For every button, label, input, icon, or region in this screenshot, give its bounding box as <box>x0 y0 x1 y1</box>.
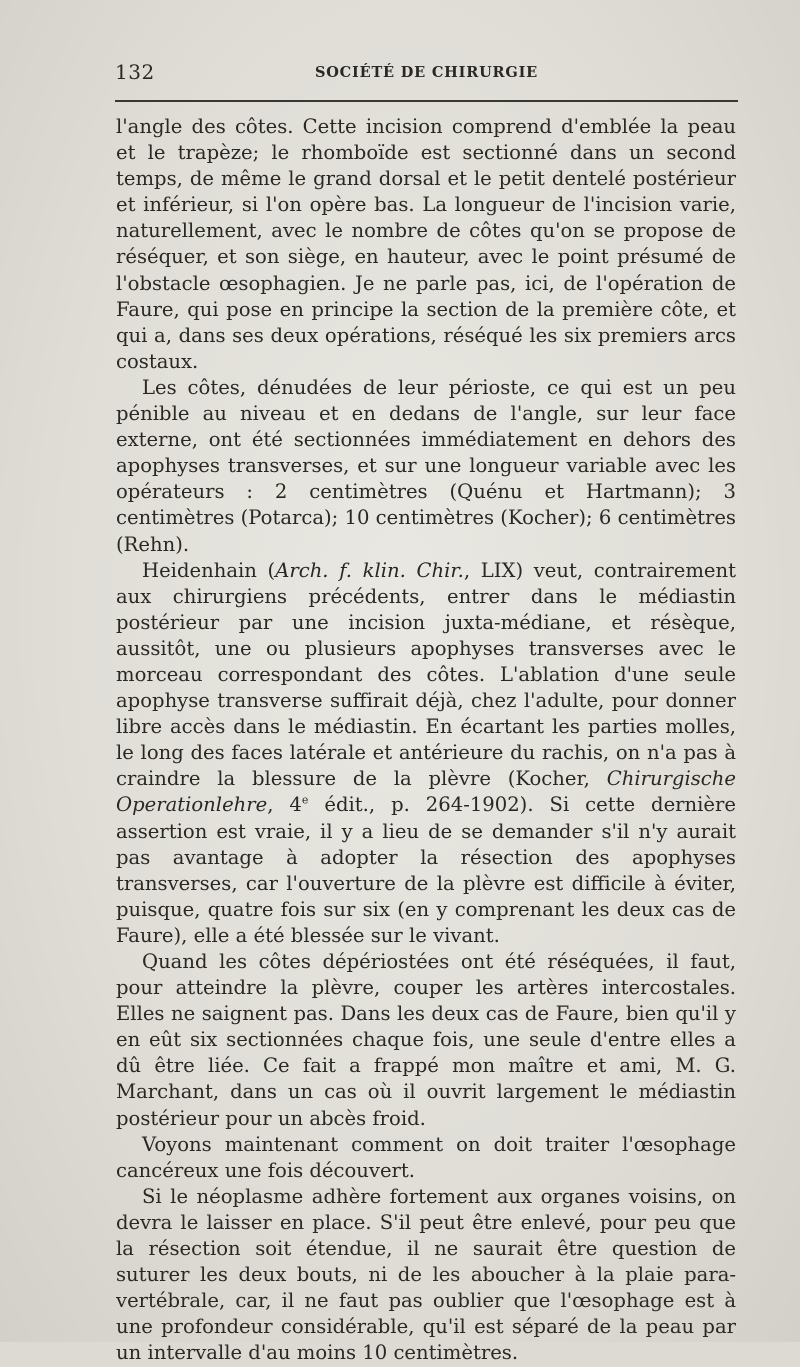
paragraph-text: Quand les côtes dépériostées ont été réséquées, il faut, pour atteindre la plèvre, couper les artères intercostales. Elles ne saignent pas. Dans les deux cas de Faure, bien qu'il y en eût six sectionnées chaque fois, une seule d'entre elles a dû être liée. Ce fait a frappé mon maître et ami, M. G. Marchant, dans un cas où il ouvrit largement le médiastin postérieur pour un abcès froid. <box>116 950 736 1130</box>
paragraph <box>116 1184 736 1367</box>
running-head <box>115 58 738 88</box>
paragraph <box>116 114 736 375</box>
paragraph <box>116 1132 736 1184</box>
page-number: 132 <box>115 60 155 84</box>
body-text <box>116 114 736 1367</box>
paragraph-text: Les côtes, dénudées de leur périoste, ce qui est un peu pénible au niveau et en dedans de l'angle, sur leur face externe, ont été sectionnées immédiatement en dehors des apophyses transverses, et sur une longueur variable avec les opérateurs : 2 centimètres (Quénu et Hartmann); 3 centimètres (Potarca); 10 centimètres (Kocher); 6 centimètres (Rehn). <box>116 375 736 556</box>
paragraph-text: Heidenhain ( <box>142 558 276 582</box>
header-rule <box>115 100 738 102</box>
paragraph <box>116 375 736 558</box>
superscript: e <box>301 793 309 807</box>
italic-citation: Arch. f. klin. Chir. <box>275 558 464 582</box>
paragraph <box>116 949 736 1132</box>
paragraph-text: , 4 <box>267 793 302 817</box>
paragraph-text: Voyons maintenant comment on doit traiter l'œsophage cancéreux une fois découvert. <box>116 1132 736 1182</box>
paragraph <box>116 558 736 949</box>
paragraph-text: , LIX) veut, contrairement aux chirurgiens précédents, entrer dans le médiastin postérieur par une incision juxta-médiane, et résèque, aussitôt, une ou plusieurs apophyses transverses avec le morceau correspondant des côtes. L'ablation d'une seule apophyse transverse suffirait déjà, chez l'adulte, pour donner libre accès dans le médiastin. En écartant les parties molles, le long des faces latérale et antérieure du rachis, on n'a pas à craindre la blessure de la plèvre (Kocher, <box>116 558 736 791</box>
running-title: SOCIÉTÉ DE CHIRURGIE <box>314 64 539 81</box>
italic-citation: Chirurgische Operationlehre <box>116 767 736 817</box>
paragraph-text: Si le néoplasme adhère fortement aux organes voisins, on devra le laisser en place. S'il peut être enlevé, pour peu que la résection soit étendue, il ne saurait être question de suturer les deux bouts, ni de les aboucher à la plaie para-vertébrale, car, il ne faut pas oublier que l'œsophage est à une profondeur considérable, qu'il est séparé de la peau par un intervalle d'au moins 10 centimètres. <box>116 1184 736 1365</box>
paragraph-text: édit., p. 264-1902). Si cette dernière assertion est vraie, il y a lieu de se demander s'il n'y aurait pas avantage à adopter la résection des apophyses transverses, car l'ouverture de la plèvre est difficile à éviter, puisque, quatre fois sur six (en y comprenant les deux cas de Faure), elle a été blessée sur le vivant. <box>116 793 736 947</box>
paragraph-text: l'angle des côtes. Cette incision comprend d'emblée la peau et le trapèze; le rhomboïde est sectionné dans un second temps, de même le grand dorsal et le petit dentelé postérieur et inférieur, si l'on opère bas. La longueur de l'incision varie, naturellement, avec le nombre de côtes qu'on se propose de réséquer, et son siège, en hauteur, avec le point présumé de l'obstacle œsophagien. Je ne parle pas, ici, de l'opération de Faure, qui pose en principe la section de la première côte, et qui a, dans ses deux opérations, réséqué les six premiers arcs costaux. <box>116 115 736 373</box>
